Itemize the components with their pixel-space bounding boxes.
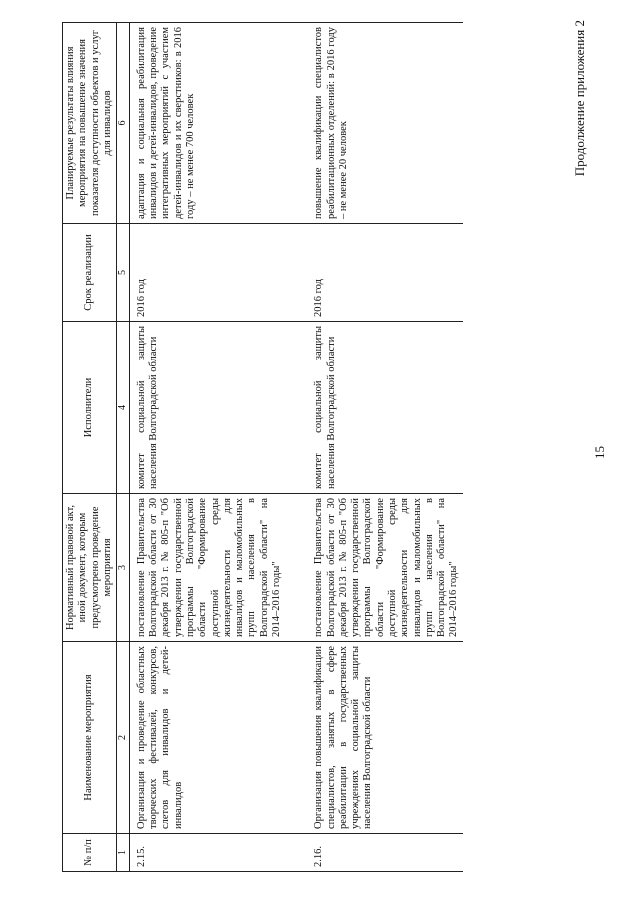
measures-table (62, 22, 463, 872)
continuation-label: Продолжение приложения 2 (572, 20, 587, 177)
column-number: 6 (117, 23, 130, 224)
header-num: № п/п (63, 834, 117, 872)
table-header-row (63, 23, 117, 872)
measure-name: Организация повышения квалификации специалистов, занятых в сфере реабилитации в государственных учреждениях социальной защиты населения Волгоградской области (307, 642, 462, 834)
column-number: 2 (117, 642, 130, 834)
column-number: 3 (117, 494, 130, 642)
executor: комитет социальной защиты населения Волгоградской области (307, 322, 462, 494)
header-result: Планируемые результаты влияния мероприятия на повышение значения показателя доступности объектов и услуг для инвалидов (63, 23, 117, 224)
row-number: 2.15. (129, 834, 307, 872)
legal-act: постановление Правительства Волгоградской области от 30 декабря 2013 г. № 805-п "Об утверждении государственной программы Волгоградской области "Формирование доступной среды жизнедеятельности для инвалидов и маломобильных групп населения в Волгоградской области" на 2014–2016 годы" (307, 494, 462, 642)
column-number: 4 (117, 322, 130, 494)
column-numbers-row (117, 23, 130, 872)
row-number: 2.16. (307, 834, 462, 872)
table-row (307, 23, 462, 872)
planned-result: адаптация и социальная реабилитация инвалидов и детей-инвалидов, проведение интегративных мероприятий с участием детей-инвалидов и их сверстников: в 2016 году – не менее 700 человек (129, 23, 307, 224)
header-term: Срок реализации (63, 224, 117, 322)
legal-act: постановление Правительства Волгоградской области от 30 декабря 2013 г. № 805-п "Об утверждении государственной программы Волгоградской области "Формирование доступной среды жизнедеятельности для инвалидов и маломобильных групп населения в Волгоградской области" на 2014–2016 годы" (129, 494, 307, 642)
executor: комитет социальной защиты населения Волгоградской области (129, 322, 307, 494)
header-name: Наименование мероприятия (63, 642, 117, 834)
table-row (129, 23, 307, 872)
column-number: 5 (117, 224, 130, 322)
term: 2016 год (307, 224, 462, 322)
header-act: Нормативный правовой акт, иной документ, которым предусмотрено проведение мероприятия (63, 494, 117, 642)
planned-result: повышение квалификации специалистов реабилитационных отделений: в 2016 году – не менее 20 человек (307, 23, 462, 224)
term: 2016 год (129, 224, 307, 322)
page-number: 15 (592, 446, 607, 459)
measure-name: Организация и проведение областных творческих фестивалей, конкурсов, слетов для инвалидов и детей-инвалидов (129, 642, 307, 834)
header-executor: Исполнители (63, 322, 117, 494)
column-number: 1 (117, 834, 130, 872)
